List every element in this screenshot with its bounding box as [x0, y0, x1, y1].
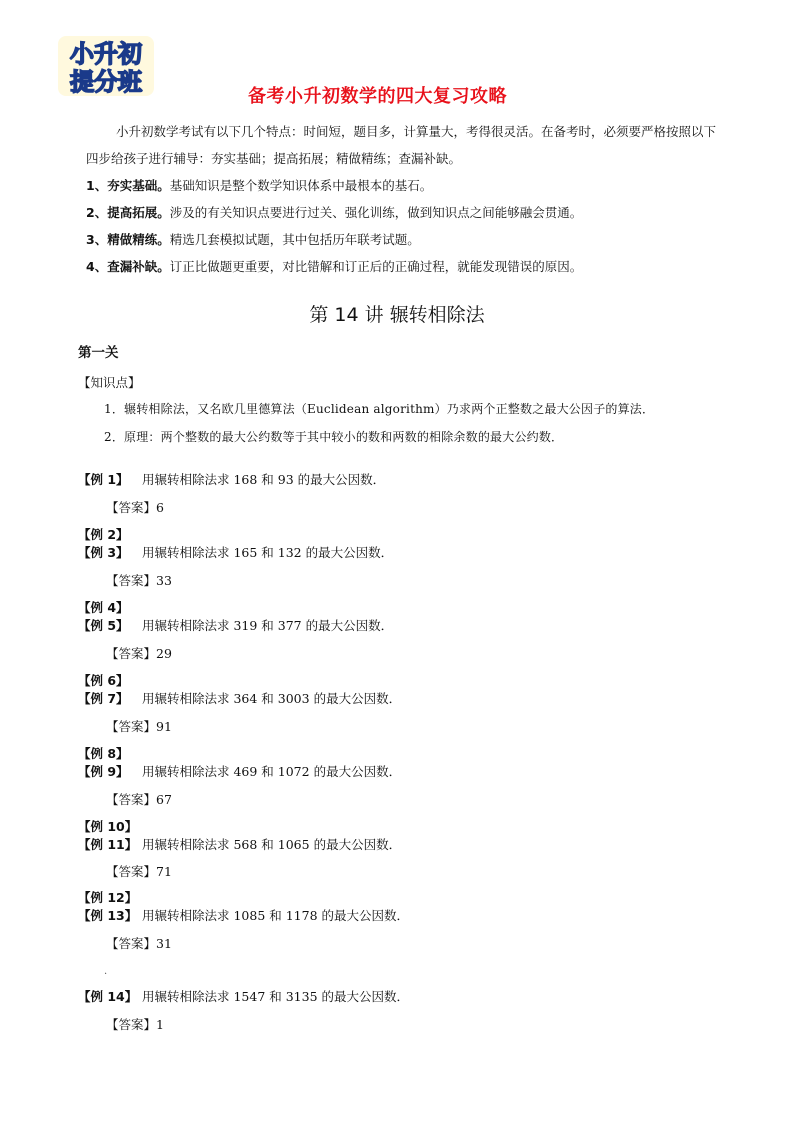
step-text: 订正比做题更重要，对比错解和订正后的正确过程，就能发现错误的原因。	[169, 259, 583, 274]
example-tag: 【例 5】	[78, 618, 129, 633]
example-14	[78, 987, 409, 1005]
logo-line1: 小升初	[70, 40, 142, 68]
example-tag: 【例 3】	[78, 545, 129, 560]
example-4	[78, 598, 142, 616]
step-label: 3、精做精练。	[86, 232, 170, 247]
example-11	[78, 835, 401, 853]
example-12	[78, 888, 142, 906]
answer-7: 【答案】91	[106, 719, 172, 734]
example-tag: 【例 14】	[78, 989, 138, 1004]
logo	[56, 34, 156, 98]
example-tag: 【例 4】	[78, 600, 129, 615]
knowledge-item: 1．辗转相除法，又名欧几里德算法（Euclidean algorithm）乃求两个正整数之最大公因子的算法．	[104, 402, 655, 416]
example-text: 用辗转相除法求 1547 和 3135 的最大公因数．	[142, 989, 410, 1004]
step-text: 精选几套模拟试题，其中包括历年联考试题。	[169, 232, 420, 247]
example-1	[78, 470, 385, 488]
answer-5: 【答案】29	[106, 646, 172, 661]
answer-11: 【答案】71	[106, 864, 172, 879]
page-title: 备考小升初数学的四大复习攻略	[248, 86, 507, 107]
stray-dot: .	[104, 966, 108, 977]
step-text: 涉及的有关知识点要进行过关、强化训练，做到知识点之间能够融会贯通。	[169, 205, 583, 220]
intro-text: 小升初数学考试有以下几个特点：时间短，题目多，计算量大，考得很灵活。在备考时，必须要严格按照以下四步给孩子进行辅导：夯实基础；提高拓展；精做精练；查漏补缺。	[86, 124, 717, 166]
example-8	[78, 744, 142, 762]
example-tag: 【例 2】	[78, 527, 129, 542]
example-10	[78, 817, 142, 835]
step-label: 1、夯实基础。	[86, 178, 170, 193]
example-tag: 【例 6】	[78, 673, 129, 688]
section-title: 第一关	[78, 345, 119, 361]
example-7	[78, 689, 401, 707]
example-text: 用辗转相除法求 168 和 93 的最大公因数．	[142, 472, 386, 487]
step-item	[86, 253, 726, 280]
example-text: 用辗转相除法求 364 和 3003 的最大公因数．	[142, 691, 402, 706]
step-text: 基础知识是整个数学知识体系中最根本的基石。	[169, 178, 433, 193]
example-tag: 【例 8】	[78, 746, 129, 761]
example-2	[78, 525, 142, 543]
step-item	[86, 199, 726, 226]
example-tag: 【例 11】	[78, 837, 138, 852]
logo-graphic	[56, 34, 156, 98]
example-text: 用辗转相除法求 1085 和 1178 的最大公因数．	[142, 908, 410, 923]
example-3	[78, 543, 393, 561]
example-text: 用辗转相除法求 165 和 132 的最大公因数．	[142, 545, 394, 560]
example-5	[78, 616, 393, 634]
steps-list	[86, 172, 726, 280]
example-6	[78, 671, 142, 689]
step-item	[86, 226, 726, 253]
step-item	[86, 172, 726, 199]
example-9	[78, 762, 401, 780]
answer-3: 【答案】33	[106, 573, 172, 588]
logo-line2: 提分班	[70, 68, 142, 96]
example-13	[78, 906, 409, 924]
answer-14: 【答案】1	[106, 1017, 164, 1032]
answer-13: 【答案】31	[106, 936, 172, 951]
example-tag: 【例 9】	[78, 764, 129, 779]
example-text: 用辗转相除法求 469 和 1072 的最大公因数．	[142, 764, 402, 779]
knowledge-label: 【知识点】	[78, 375, 141, 390]
step-label: 2、提高拓展。	[86, 205, 170, 220]
lecture-title: 第 14 讲 辗转相除法	[309, 304, 485, 326]
example-tag: 【例 12】	[78, 890, 138, 905]
example-tag: 【例 10】	[78, 819, 138, 834]
example-tag: 【例 13】	[78, 908, 138, 923]
example-text: 用辗转相除法求 319 和 377 的最大公因数．	[142, 618, 394, 633]
example-tag: 【例 1】	[78, 472, 129, 487]
intro-paragraph	[86, 118, 726, 172]
answer-1: 【答案】6	[106, 500, 164, 515]
example-text: 用辗转相除法求 568 和 1065 的最大公因数．	[142, 837, 402, 852]
example-tag: 【例 7】	[78, 691, 129, 706]
step-label: 4、查漏补缺。	[86, 259, 170, 274]
answer-9: 【答案】67	[106, 792, 172, 807]
knowledge-item: 2．原理：两个整数的最大公约数等于其中较小的数和两数的相除余数的最大公约数．	[104, 430, 564, 444]
